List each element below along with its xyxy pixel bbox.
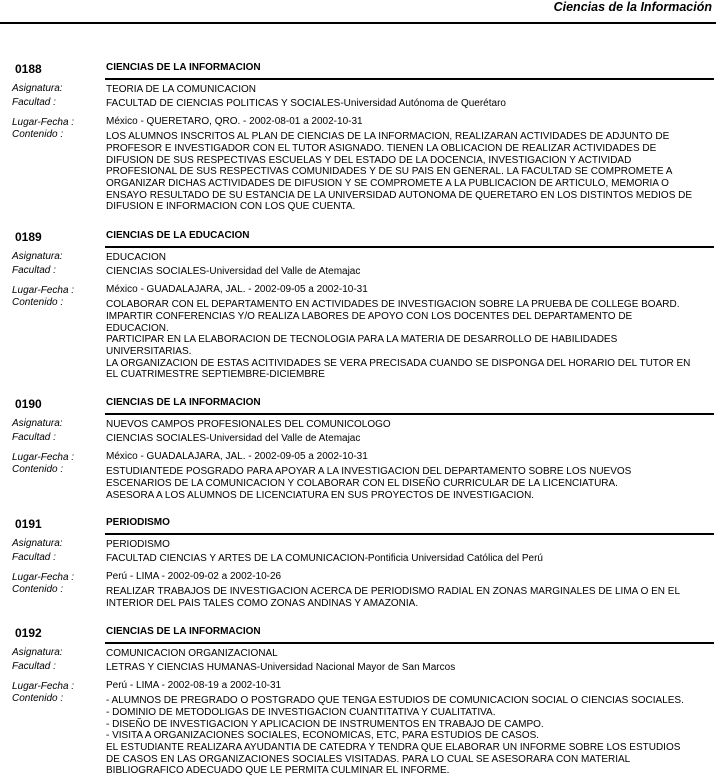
facultad-label: Facultad : — [12, 264, 56, 276]
lugar-fecha-row — [0, 281, 716, 296]
entry-divider — [105, 642, 714, 644]
entry-number: 0192 — [15, 626, 42, 640]
facultad-label: Facultad : — [12, 96, 56, 108]
page-title: Ciencias de la Información — [553, 0, 712, 14]
lugar-fecha-row — [0, 113, 716, 128]
entry-list — [0, 60, 716, 777]
entry-header — [0, 60, 716, 82]
asignatura-value: PERIODISMO — [106, 539, 170, 550]
facultad-label: Facultad : — [12, 551, 56, 563]
asignatura-value: COMUNICACION ORGANIZACIONAL — [106, 648, 278, 659]
asignatura-label: Asignatura: — [12, 538, 63, 549]
asignatura-row — [0, 646, 716, 660]
entry-divider — [105, 533, 714, 535]
lugar-fecha-row — [0, 568, 716, 583]
facultad-value: FACULTAD CIENCIAS Y ARTES DE LA COMUNICACION-Pontificia Universidad Católica del Perú — [106, 552, 543, 564]
entry-0191 — [0, 515, 716, 624]
facultad-value: LETRAS Y CIENCIAS HUMANAS-Universidad Nacional Mayor de San Marcos — [106, 661, 456, 673]
contenido-row — [0, 296, 716, 381]
contenido-value: REALIZAR TRABAJOS DE INVESTIGACION ACERCA DE PERIODISMO RADIAL EN ZONAS MARGINALES DE LIMA O EN EL INTERIOR DEL PAIS TALES COMO ZONAS ANDINAS Y AMAZONIA. — [106, 586, 681, 609]
lugar-fecha-row — [0, 448, 716, 463]
contenido-label: Contenido : — [12, 464, 64, 476]
contenido-value: - ALUMNOS DE PREGRADO O POSTGRADO QUE TENGA ESTUDIOS DE COMUNICACION SOCIAL O CIENCIAS SOCIALES. - DOMINIO DE METODOLIGAS DE INVESTIGACION CUANTITATIVA Y CUALITATIVA. - DISEÑO DE INVESTIGACION Y APLICACION DE INSTRUMENTOS EN TRABAJO DE CAMPO. - VISITA A ORGANIZACIONES SOCIALES, ECONOMICAS, ETC, PARA ESTUDIOS DE CASOS. EL ESTUDIANTE REALIZARA AYUDANTIA DE CATEDRA Y TENDRA QUE ELABORAR UN INFORME SOBRE LOS ESTUDIOS DE CASOS EN LAS ORGANIZACIONES SOCIALES VISITADAS. PARA LO CUAL SE ASESORARA CON MATERIAL BIBLIOGRAFICO ADECUADO QUE LE PERMITA CULMINAR EL INFORME. — [106, 695, 684, 777]
entry-0190 — [0, 395, 716, 515]
lugar-fecha-value: México - GUADALAJARA, JAL. - 2002-09-05 a 2002-10-31 — [106, 284, 368, 296]
entry-header — [0, 515, 716, 537]
entry-header — [0, 228, 716, 250]
contenido-row — [0, 128, 716, 213]
entry-0189 — [0, 228, 716, 395]
contenido-value: LOS ALUMNOS INSCRITOS AL PLAN DE CIENCIAS DE LA INFORMACION, REALIZARAN ACTIVIDADES DE ADJUNTO DE PROFESOR E INVESTIGADOR CON EL TUTOR ASIGNADO. TIENEN LA OBLICACION DE REALIZAR ACTIVIDADES DE DIFUSION DE SUS RESPECTIVAS ESCUELAS Y DEL ESTADO DE LA DOCENCIA, INVESTIGACION Y ACTIVIDAD PROFESIONAL DE SUS RESPECTIVAS COMUNIDADES Y DE SU PAIS EN GENERAL. LA FACULTAD SE COMPROMETE A ORGANIZAR DICHAS ACTIVIDADES DE DIFUSION Y SE COMPROMETE A LA PUBLICACION DE ARTICULO, MEMORIA O ENSAYO RESULTADO DE SU ESTANCIA DE LA UNIVERSIDAD AUTONOMA DE QUERETARO EN LOS DISTINTOS MEDIOS DE DIFUSION E INFORMACION CON LOS QUE CUENTA. — [106, 131, 693, 213]
entry-number: 0190 — [15, 397, 42, 411]
page-header — [0, 0, 716, 24]
contenido-label: Contenido : — [12, 693, 64, 705]
entry-area: CIENCIAS DE LA EDUCACION — [106, 230, 250, 241]
facultad-value: FACULTAD DE CIENCIAS POLITICAS Y SOCIALES-Universidad Autónoma de Querétaro — [106, 97, 506, 109]
entry-0188 — [0, 60, 716, 228]
entry-number: 0188 — [15, 62, 42, 76]
entry-area: CIENCIAS DE LA INFORMACION — [106, 62, 261, 73]
asignatura-label: Asignatura: — [12, 647, 63, 658]
asignatura-value: TEORIA DE LA COMUNICACION — [106, 84, 257, 95]
asignatura-row — [0, 82, 716, 96]
facultad-label: Facultad : — [12, 660, 56, 672]
asignatura-label: Asignatura: — [12, 251, 63, 262]
entry-number: 0191 — [15, 517, 42, 531]
lugar-fecha-row — [0, 677, 716, 692]
facultad-row — [0, 660, 716, 674]
asignatura-row — [0, 417, 716, 431]
facultad-value: CIENCIAS SOCIALES-Universidad del Valle de Atemajac — [106, 432, 361, 444]
entry-divider — [105, 246, 714, 248]
asignatura-label: Asignatura: — [12, 418, 63, 429]
entry-area: PERIODISMO — [106, 517, 170, 528]
lugar-fecha-label: Lugar-Fecha : — [12, 681, 75, 693]
contenido-row — [0, 583, 716, 609]
lugar-fecha-label: Lugar-Fecha : — [12, 452, 75, 464]
asignatura-row — [0, 537, 716, 551]
entry-area: CIENCIAS DE LA INFORMACION — [106, 626, 261, 637]
facultad-value: CIENCIAS SOCIALES-Universidad del Valle de Atemajac — [106, 265, 361, 277]
entry-divider — [105, 413, 714, 415]
contenido-label: Contenido : — [12, 297, 64, 309]
contenido-row — [0, 463, 716, 501]
lugar-fecha-label: Lugar-Fecha : — [12, 285, 75, 297]
contenido-value: ESTUDIANTEDE POSGRADO PARA APOYAR A LA INVESTIGACION DEL DEPARTAMENTO SOBRE LOS NUEVOS ESCENARIOS DE LA COMUNICACION Y COLABORAR CON EL DISEÑO CURRICULAR DE LA LICENCIATURA. ASESORA A LOS ALUMNOS DE LICENCIATURA EN SUS PROYECTOS DE INVESTIGACION. — [106, 466, 632, 501]
asignatura-value: EDUCACION — [106, 252, 167, 263]
asignatura-row — [0, 250, 716, 264]
contenido-value: COLABORAR CON EL DEPARTAMENTO EN ACTIVIDADES DE INVESTIGACION SOBRE LA PRUEBA DE COLLEGE BOARD. IMPARTIR CONFERENCIAS Y/O REALIZA LABORES DE APOYO CON LOS DOCENTES DEL DEPARTAMENTO DE EDUCACION. PARTICIPAR EN LA ELABORACION DE TECNOLOGIA PARA LA MATERIA DE DESARROLLO DE HABILIDADES UNIVERSITARIAS. LA ORGANIZACION DE ESTAS ACITIVIDADES SE VERA PRECISADA CUANDO SE DISPONGA DEL HORARIO DEL TUTOR EN EL CUATRIMESTRE SEPTIEMBRE-DICIEMBRE — [106, 299, 691, 381]
facultad-label: Facultad : — [12, 431, 56, 443]
lugar-fecha-value: Perú - LIMA - 2002-08-19 a 2002-10-31 — [106, 680, 282, 692]
contenido-label: Contenido : — [12, 584, 64, 596]
lugar-fecha-value: Perú - LIMA - 2002-09-02 a 2002-10-26 — [106, 571, 282, 583]
entry-divider — [105, 78, 714, 80]
entry-0192 — [0, 624, 716, 777]
contenido-row — [0, 692, 716, 777]
entry-number: 0189 — [15, 230, 42, 244]
contenido-label: Contenido : — [12, 129, 64, 141]
lugar-fecha-value: México - GUADALAJARA, JAL. - 2002-09-05 a 2002-10-31 — [106, 451, 368, 463]
asignatura-label: Asignatura: — [12, 83, 63, 94]
facultad-row — [0, 264, 716, 278]
entry-header — [0, 395, 716, 417]
lugar-fecha-value: México - QUERETARO, QRO. - 2002-08-01 a 2002-10-31 — [106, 116, 363, 128]
entry-header — [0, 624, 716, 646]
lugar-fecha-label: Lugar-Fecha : — [12, 572, 75, 584]
facultad-row — [0, 431, 716, 445]
facultad-row — [0, 551, 716, 565]
entry-area: CIENCIAS DE LA INFORMACION — [106, 397, 261, 408]
asignatura-value: NUEVOS CAMPOS PROFESIONALES DEL COMUNICOLOGO — [106, 419, 391, 430]
lugar-fecha-label: Lugar-Fecha : — [12, 117, 75, 129]
facultad-row — [0, 96, 716, 110]
